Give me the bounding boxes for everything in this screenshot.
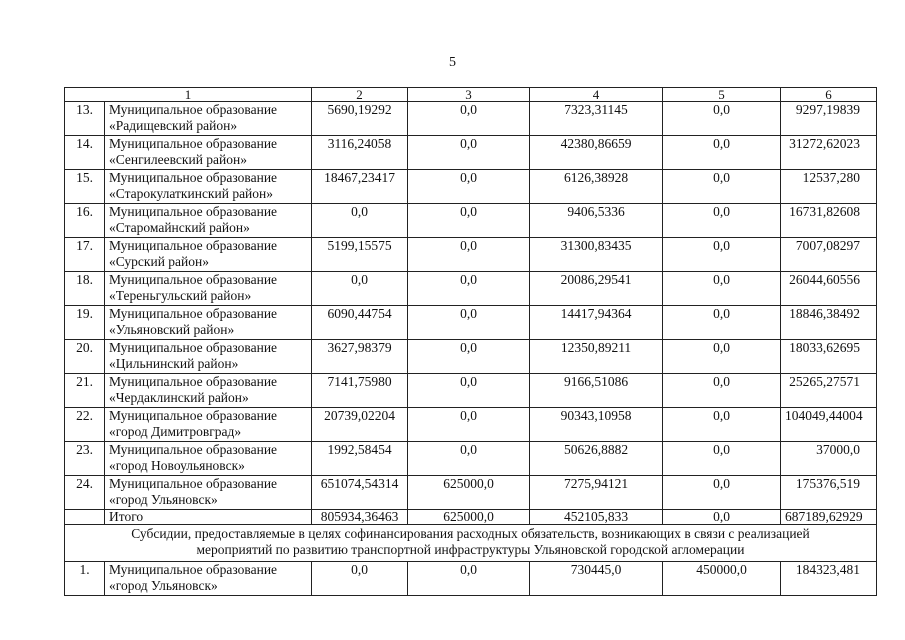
value-col-6: 12537,280 (781, 170, 877, 204)
row-number: 15. (65, 170, 105, 204)
value-col-3: 0,0 (408, 374, 530, 408)
value-col-6: 25265,27571 (781, 374, 877, 408)
section-heading-line-1: Субсидии, предоставляемые в целях софинансирования расходных обязательств, возникающих в связи с реализацией (131, 526, 810, 541)
value-col-6: 9297,19839 (781, 102, 877, 136)
header-cell-3: 3 (408, 88, 530, 102)
municipality-name: «город Димитровград» (109, 424, 242, 439)
municipality-name: «Сенгилеевский район» (109, 152, 247, 167)
value-col-2: 7141,75980 (312, 374, 408, 408)
table-row (65, 562, 877, 596)
municipality-type: Муниципальное образование (109, 374, 278, 389)
row-number: 16. (65, 204, 105, 238)
value-col-6: 7007,08297 (781, 238, 877, 272)
value-col-4: 6126,38928 (530, 170, 663, 204)
municipality-name: «Чердаклинский район» (109, 390, 249, 405)
value-col-3: 0,0 (408, 408, 530, 442)
value-col-4: 42380,86659 (530, 136, 663, 170)
municipality-cell (105, 442, 312, 476)
municipality-cell (105, 238, 312, 272)
table-row (65, 272, 877, 306)
table-row (65, 102, 877, 136)
value-col-5: 0,0 (663, 170, 781, 204)
value-col-3: 625000,0 (408, 476, 530, 510)
value-col-2: 0,0 (312, 204, 408, 238)
value-col-6: 184323,481 (781, 562, 877, 596)
value-col-6: 104049,44004 (781, 408, 877, 442)
value-col-2: 0,0 (312, 562, 408, 596)
municipality-cell (105, 102, 312, 136)
value-col-2: 3627,98379 (312, 340, 408, 374)
value-col-6: 175376,519 (781, 476, 877, 510)
value-col-4: 90343,10958 (530, 408, 663, 442)
row-number: 1. (65, 562, 105, 596)
value-col-4: 730445,0 (530, 562, 663, 596)
value-col-2: 3116,24058 (312, 136, 408, 170)
value-col-5: 0,0 (663, 408, 781, 442)
municipality-name: «Старомайнский район» (109, 220, 250, 235)
municipality-type: Муниципальное образование (109, 340, 278, 355)
value-col-2: 20739,02204 (312, 408, 408, 442)
municipality-type: Муниципальное образование (109, 476, 278, 491)
value-col-3: 0,0 (408, 170, 530, 204)
value-col-4: 9406,5336 (530, 204, 663, 238)
value-col-5: 450000,0 (663, 562, 781, 596)
table-header-row (65, 88, 877, 102)
value-col-3: 0,0 (408, 340, 530, 374)
header-cell-4: 4 (530, 88, 663, 102)
value-col-5: 0,0 (663, 136, 781, 170)
total-col-3: 625000,0 (408, 510, 530, 525)
value-col-2: 5690,19292 (312, 102, 408, 136)
total-row (65, 510, 877, 525)
value-col-5: 0,0 (663, 238, 781, 272)
header-cell-6: 6 (781, 88, 877, 102)
municipality-type: Муниципальное образование (109, 272, 278, 287)
value-col-5: 0,0 (663, 102, 781, 136)
value-col-6: 37000,0 (781, 442, 877, 476)
row-number: 17. (65, 238, 105, 272)
value-col-4: 9166,51086 (530, 374, 663, 408)
municipality-type: Муниципальное образование (109, 408, 278, 423)
municipality-cell (105, 408, 312, 442)
municipality-name: «Старокулаткинский район» (109, 186, 274, 201)
municipality-cell (105, 476, 312, 510)
value-col-5: 0,0 (663, 272, 781, 306)
municipality-name: «Радищевский район» (109, 118, 238, 133)
total-col-5: 0,0 (663, 510, 781, 525)
value-col-5: 0,0 (663, 374, 781, 408)
municipality-cell (105, 340, 312, 374)
table-row (65, 408, 877, 442)
table-row (65, 374, 877, 408)
value-col-3: 0,0 (408, 306, 530, 340)
value-col-3: 0,0 (408, 238, 530, 272)
table-row (65, 204, 877, 238)
table-row (65, 442, 877, 476)
municipality-type: Муниципальное образование (109, 170, 278, 185)
value-col-3: 0,0 (408, 102, 530, 136)
value-col-5: 0,0 (663, 442, 781, 476)
municipality-name: «город Новоульяновск» (109, 458, 245, 473)
value-col-3: 0,0 (408, 442, 530, 476)
table-row (65, 170, 877, 204)
value-col-4: 14417,94364 (530, 306, 663, 340)
value-col-4: 7275,94121 (530, 476, 663, 510)
total-col-2: 805934,36463 (312, 510, 408, 525)
header-cell-1: 1 (65, 88, 312, 102)
municipality-type: Муниципальное образование (109, 136, 278, 151)
municipality-cell (105, 170, 312, 204)
row-number: 21. (65, 374, 105, 408)
total-label: Итого (105, 510, 312, 525)
municipality-cell (105, 562, 312, 596)
section-heading-line-2: мероприятий по развитию транспортной инфраструктуры Ульяновской городской агломерации (196, 542, 745, 557)
row-number: 22. (65, 408, 105, 442)
value-col-3: 0,0 (408, 272, 530, 306)
municipality-name: «Сурский район» (109, 254, 209, 269)
row-number: 18. (65, 272, 105, 306)
value-col-3: 0,0 (408, 562, 530, 596)
municipality-name: «Ульяновский район» (109, 322, 235, 337)
value-col-3: 0,0 (408, 204, 530, 238)
row-number: 13. (65, 102, 105, 136)
value-col-2: 1992,58454 (312, 442, 408, 476)
municipality-cell (105, 204, 312, 238)
value-col-2: 651074,54314 (312, 476, 408, 510)
value-col-5: 0,0 (663, 340, 781, 374)
municipality-type: Муниципальное образование (109, 102, 278, 117)
municipality-type: Муниципальное образование (109, 306, 278, 321)
value-col-2: 5199,15575 (312, 238, 408, 272)
table-row (65, 136, 877, 170)
page-number: 5 (449, 55, 456, 70)
row-number: 24. (65, 476, 105, 510)
value-col-3: 0,0 (408, 136, 530, 170)
value-col-5: 0,0 (663, 306, 781, 340)
municipality-name: «Тереньгульский район» (109, 288, 252, 303)
value-col-6: 16731,82608 (781, 204, 877, 238)
section-heading-row (65, 525, 877, 562)
municipality-cell (105, 272, 312, 306)
municipality-type: Муниципальное образование (109, 238, 278, 253)
municipality-type: Муниципальное образование (109, 562, 278, 577)
municipality-name: «город Ульяновск» (109, 492, 218, 507)
value-col-6: 26044,60556 (781, 272, 877, 306)
table-row (65, 306, 877, 340)
header-cell-5: 5 (663, 88, 781, 102)
total-col-6: 687189,62929 (781, 510, 877, 525)
municipality-type: Муниципальное образование (109, 204, 278, 219)
value-col-4: 12350,89211 (530, 340, 663, 374)
value-col-6: 18033,62695 (781, 340, 877, 374)
table-row (65, 340, 877, 374)
municipality-cell (105, 136, 312, 170)
total-number-cell (65, 510, 105, 525)
value-col-2: 6090,44754 (312, 306, 408, 340)
row-number: 20. (65, 340, 105, 374)
value-col-4: 20086,29541 (530, 272, 663, 306)
section-heading (65, 525, 877, 562)
municipality-name: «город Ульяновск» (109, 578, 218, 593)
value-col-5: 0,0 (663, 204, 781, 238)
subsidy-table (64, 87, 877, 596)
value-col-6: 18846,38492 (781, 306, 877, 340)
row-number: 19. (65, 306, 105, 340)
municipality-type: Муниципальное образование (109, 442, 278, 457)
total-col-4: 452105,833 (530, 510, 663, 525)
row-number: 14. (65, 136, 105, 170)
table-row (65, 238, 877, 272)
value-col-4: 50626,8882 (530, 442, 663, 476)
row-number: 23. (65, 442, 105, 476)
municipality-cell (105, 374, 312, 408)
value-col-4: 7323,31145 (530, 102, 663, 136)
header-cell-2: 2 (312, 88, 408, 102)
municipality-name: «Цильнинский район» (109, 356, 239, 371)
value-col-4: 31300,83435 (530, 238, 663, 272)
value-col-5: 0,0 (663, 476, 781, 510)
municipality-cell (105, 306, 312, 340)
value-col-2: 0,0 (312, 272, 408, 306)
value-col-6: 31272,62023 (781, 136, 877, 170)
value-col-2: 18467,23417 (312, 170, 408, 204)
table-row (65, 476, 877, 510)
